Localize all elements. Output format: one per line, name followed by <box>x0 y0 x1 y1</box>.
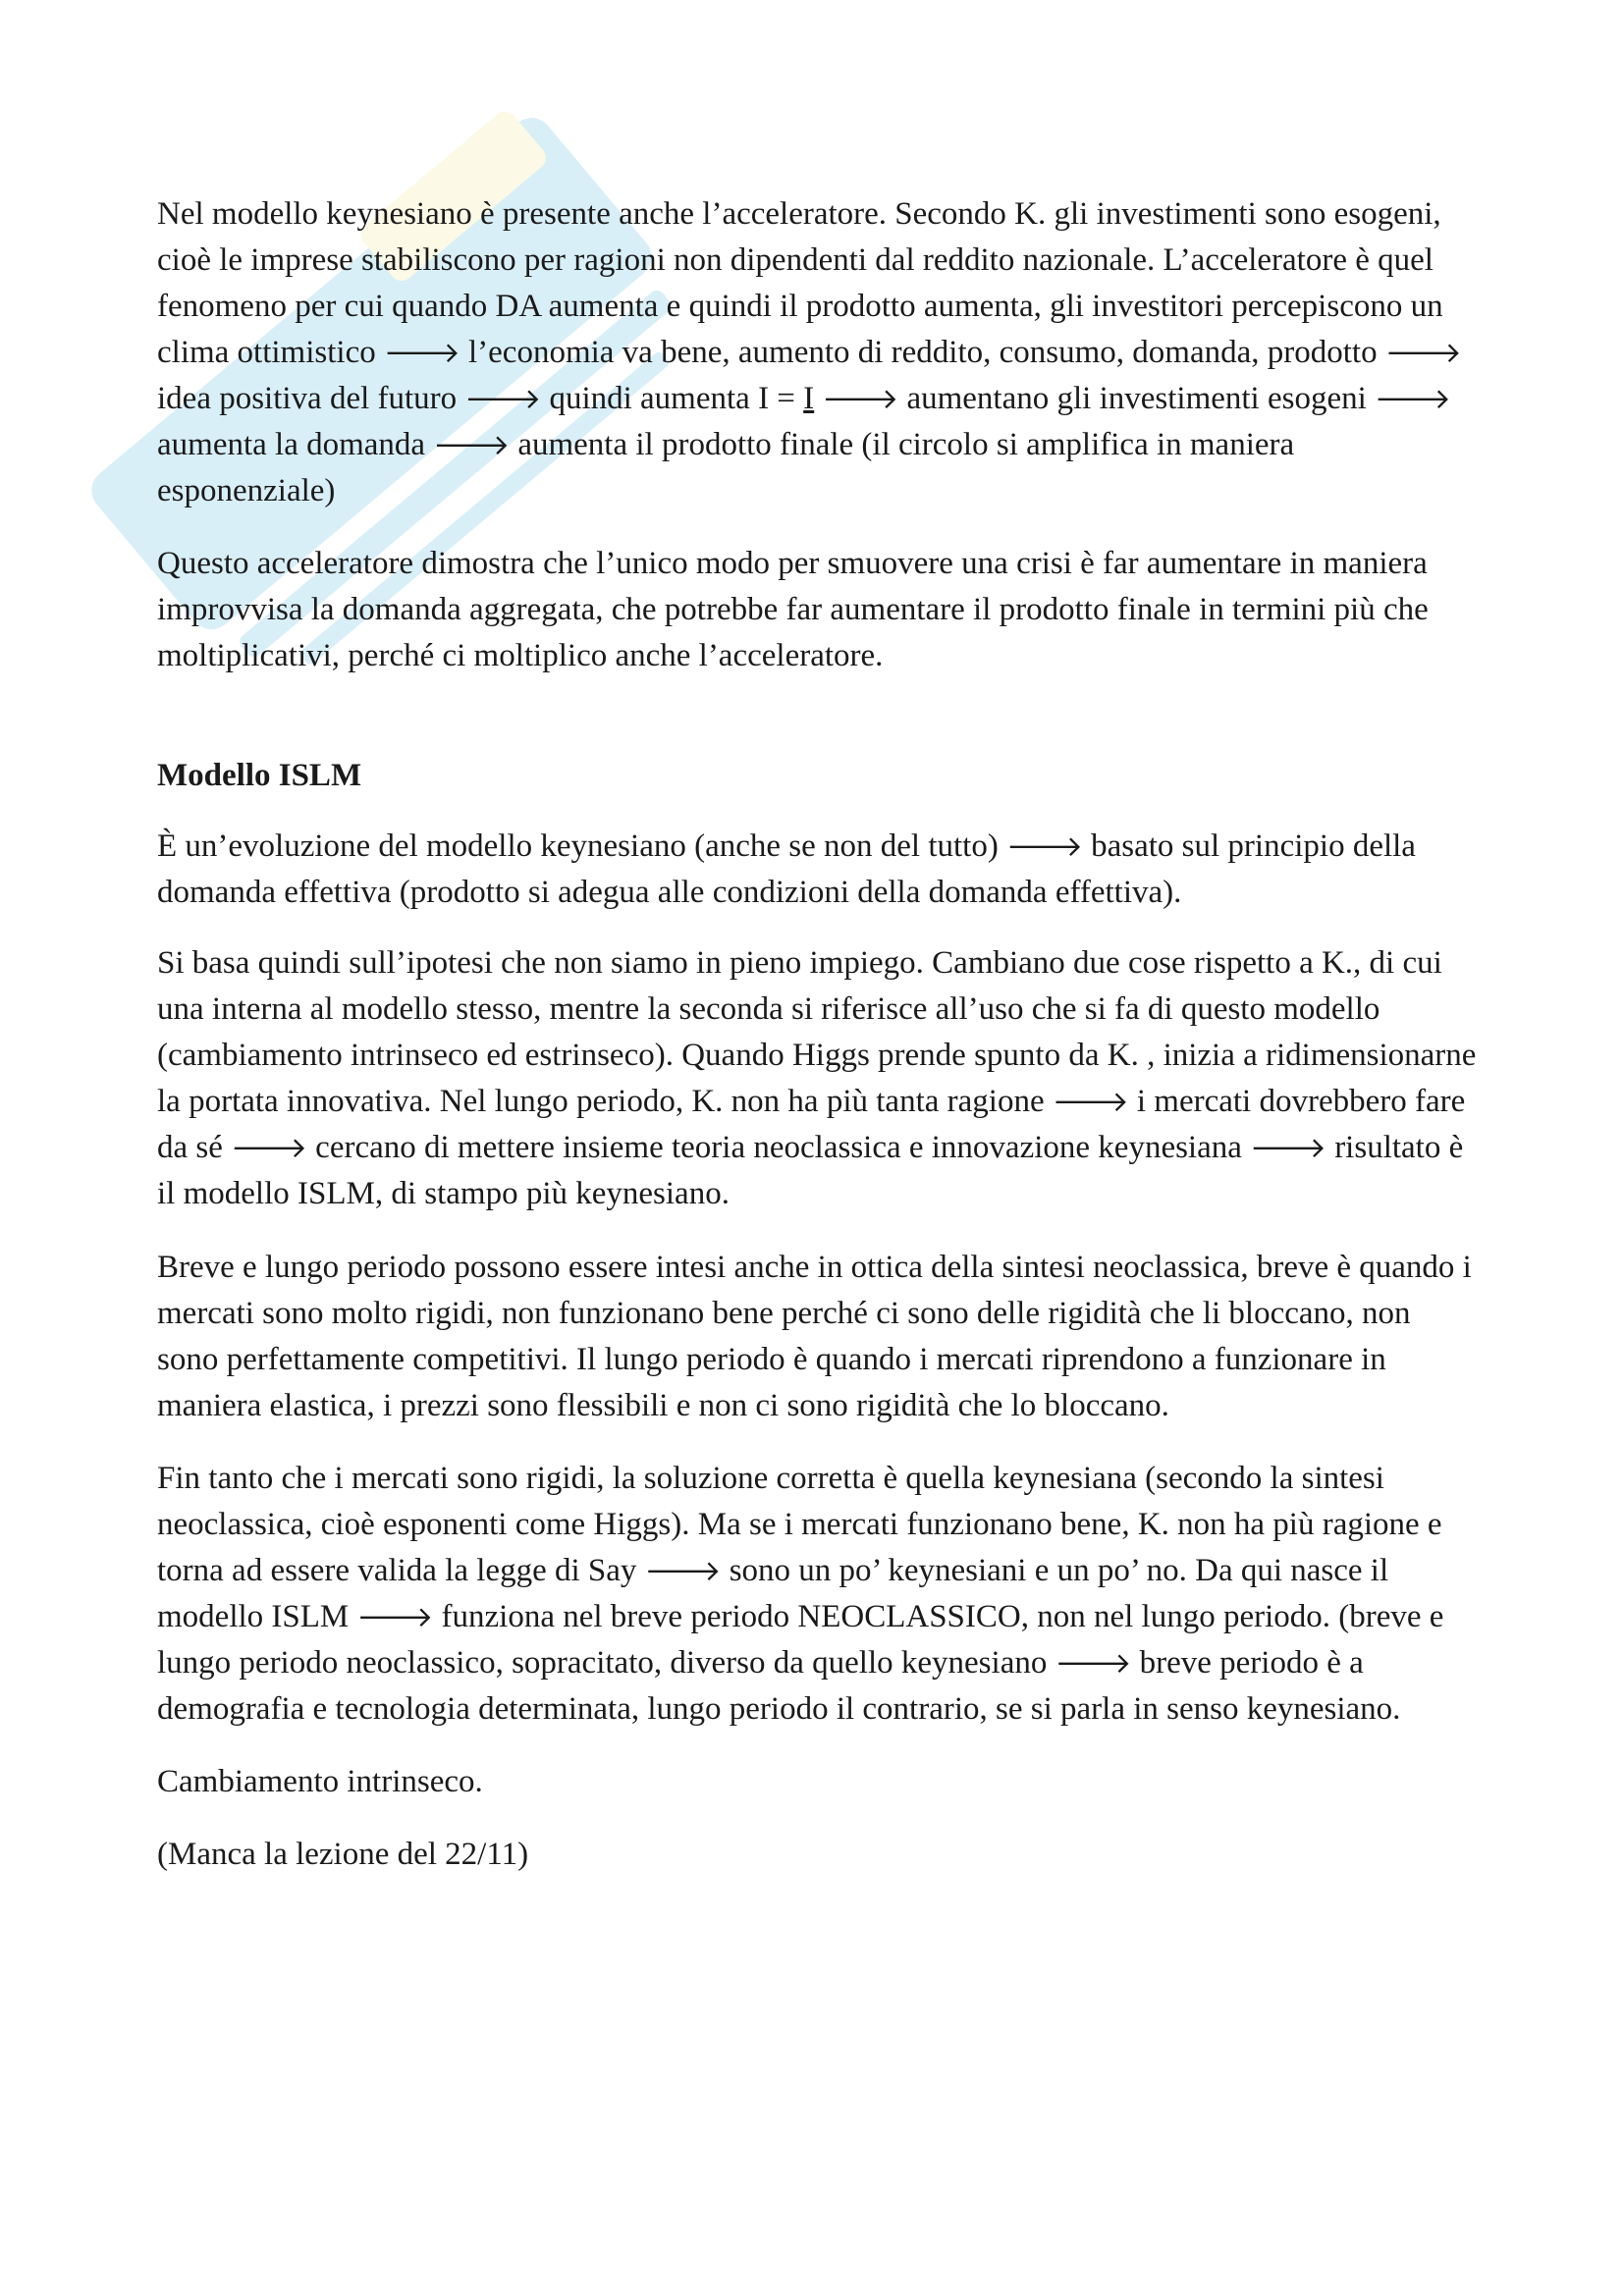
underlined-symbol: I <box>803 381 815 416</box>
arrow-right-icon: 🡒 <box>383 336 460 369</box>
text-span: quindi aumenta I = <box>549 381 795 416</box>
paragraph-crisis: Questo acceleratore dimostra che l’unico modo per smuovere una crisi è far aumentare in maniera improvvisa la domanda aggregata, che potrebbe far aumentare il prodotto finale in termini più che moltiplicativi, perché ci moltiplico anche l’acceleratore. <box>157 546 1429 673</box>
text-span: idea positiva del futuro <box>157 381 458 416</box>
text-span: breve periodo è a demografia e tecnologia determinata, lungo periodo il contrario, se si parla in senso keynesiano. <box>157 1645 1401 1727</box>
arrow-right-icon: 🡒 <box>1250 1131 1326 1164</box>
text-span: Si basa quindi sull’ipotesi che non siamo in pieno impiego. Cambiano due cose rispetto a K., di cui una interna al modello stesso, mentre la seconda si riferisce all’uso che si fa di questo modello (cambiamento intrinseco ed estrinseco). Quando Higgs prende spunto da K. , inizia a ridimensionarne la portata innovativa. Nel lungo periodo, K. non ha più tanta ragione <box>157 945 1477 1119</box>
arrow-right-icon: 🡒 <box>1052 1085 1129 1118</box>
arrow-right-icon: 🡒 <box>231 1131 307 1164</box>
text-span: aumenta il prodotto finale (il circolo si amplifica in maniera esponenziale) <box>157 427 1295 508</box>
text-span: basato sul principio della domanda effettiva (prodotto si adegua alle condizioni della domanda effettiva). <box>157 828 1416 910</box>
paragraph-rigid-markets <box>157 1456 1478 1733</box>
paragraph-islm-intro <box>157 824 1478 916</box>
paragraph-intrinsic-change: Cambiamento intrinseco. <box>157 1764 483 1799</box>
text-span: aumenta la domanda <box>157 427 426 462</box>
text-span: funziona nel breve periodo NEOCLASSICO, non nel lungo periodo. (breve e lungo periodo neoclassico, sopracitato, diverso da quello keynesiano <box>157 1599 1444 1681</box>
arrow-right-icon: 🡒 <box>433 428 511 461</box>
paragraph-accelerator <box>157 191 1478 514</box>
text-span: i mercati dovrebbero fare da sé <box>157 1084 1466 1165</box>
arrow-right-icon: 🡒 <box>1006 829 1083 863</box>
paragraph-short-long-period: Breve e lungo periodo possono essere intesi anche in ottica della sintesi neoclassica, breve è quando i mercati sono molto rigidi, non funzionano bene perché ci sono delle rigidità che li bloccano, non sono perfettamente competitivi. Il lungo periodo è quando i mercati riprendono a funzionare in maniera elastica, i prezzi sono flessibili e non ci sono rigidità che lo bloccano. <box>157 1250 1472 1423</box>
text-span: Nel modello keynesiano è presente anche l’acceleratore. Secondo K. gli investimenti sono esogeni, cioè le imprese stabiliscono per ragioni non dipendenti dal reddito nazionale. L’acceleratore è quel fenomeno per cui quando DA aumenta e quindi il prodotto aumenta, gli investitori percepiscono un clima ottimistico <box>157 196 1443 370</box>
text-span: l’economia va bene, aumento di reddito, consumo, domanda, prodotto <box>468 335 1378 370</box>
section-heading: Modello ISLM <box>157 758 362 793</box>
text-span: aumentano gli investimenti esogeni <box>906 381 1367 416</box>
text-span: cercano di mettere insieme teoria neoclassica e innovazione keynesiana <box>315 1130 1242 1165</box>
arrow-right-icon: 🡒 <box>464 382 542 415</box>
text-span: risultato è il modello ISLM, di stampo più keynesiano. <box>157 1130 1464 1211</box>
arrow-right-icon: 🡒 <box>1384 336 1462 369</box>
arrow-right-icon: 🡒 <box>356 1600 434 1633</box>
arrow-right-icon: 🡒 <box>1375 382 1451 415</box>
paragraph-hypothesis <box>157 940 1478 1217</box>
arrow-right-icon: 🡒 <box>1055 1646 1132 1680</box>
text-span: sono un po’ keynesiani e un po’ no. Da qui nasce il modello ISLM <box>157 1553 1389 1634</box>
text-span: È un’evoluzione del modello keynesiano (anche se non del tutto) <box>157 828 999 864</box>
document-body <box>157 191 1478 1904</box>
paragraph-missing-lesson: (Manca la lezione del 22/11) <box>157 1837 529 1872</box>
arrow-right-icon: 🡒 <box>644 1554 722 1587</box>
arrow-right-icon: 🡒 <box>822 382 899 415</box>
text-span: Fin tanto che i mercati sono rigidi, la soluzione corretta è quella keynesiana (secondo la sintesi neoclassica, cioè esponenti come Higgs). Ma se i mercati funzionano bene, K. non ha più ragione e torna ad essere valida la legge di Say <box>157 1461 1442 1588</box>
